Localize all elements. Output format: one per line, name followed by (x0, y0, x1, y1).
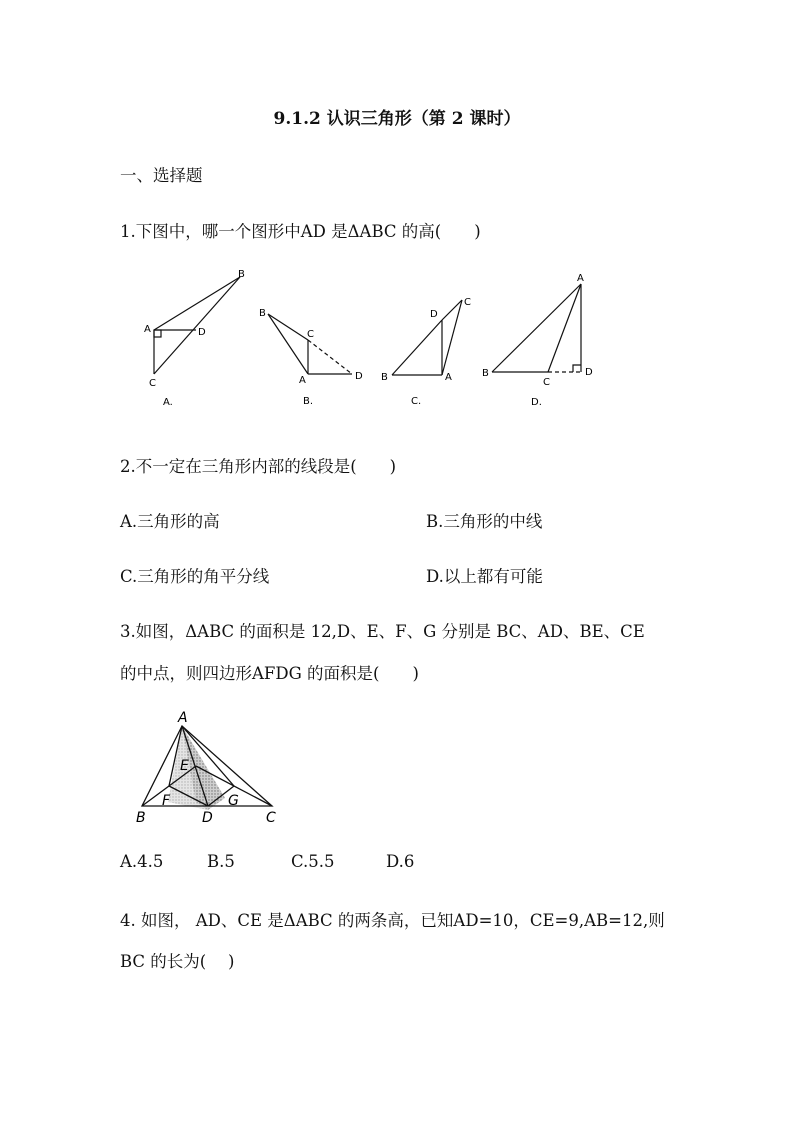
question-3-figure (130, 706, 290, 828)
fig-d-label-c: C (543, 377, 550, 388)
question-3-option-a: A.4.5 (120, 852, 164, 871)
question-4-line-2: BC 的长为( ) (120, 952, 235, 971)
question-2-option-d: D.以上都有可能 (426, 567, 543, 586)
question-3-option-b: B.5 (207, 852, 235, 871)
fig-c-label-a: A (445, 372, 452, 383)
fig-d-label-b: B (482, 368, 489, 379)
fig-c-label-c: C (464, 297, 471, 308)
figure-b (268, 314, 352, 374)
fig-b-label-a: A (299, 375, 306, 386)
section-heading: 一、选择题 (120, 166, 203, 185)
fig-b-label-d: D (355, 371, 363, 382)
q3-label-g: G (228, 793, 239, 809)
fig-c-caption: C. (411, 396, 422, 407)
question-3-option-c: C.5.5 (291, 852, 335, 871)
figure-c (392, 300, 462, 375)
fig-a-label-c: C (149, 378, 156, 389)
question-3-option-d: D.6 (386, 852, 415, 871)
fig-b-caption: B. (303, 396, 314, 407)
question-3-line-2: 的中点，则四边形AFDG 的面积是( ) (120, 664, 419, 683)
q3-label-a: A (178, 710, 188, 726)
figure-d (492, 284, 581, 372)
fig-b-label-b: B (259, 308, 266, 319)
fig-c-label-b: B (381, 372, 388, 383)
question-4-line-1: 4. 如图， AD、CE 是ΔABC 的两条高，已知AD=10，CE=9,AB=12,则 (120, 911, 665, 930)
page-title: 9.1.2 认识三角形（第 2 课时） (273, 109, 521, 129)
q3-label-e: E (180, 758, 189, 774)
q3-label-f: F (162, 793, 171, 809)
figure-a (154, 277, 240, 374)
question-1-text: 1.下图中，哪一个图形中AD 是ΔABC 的高( ) (120, 222, 481, 241)
question-2-option-c: C.三角形的角平分线 (120, 567, 270, 586)
question-2-option-a: A.三角形的高 (120, 512, 220, 531)
fig-b-label-c: C (307, 329, 314, 340)
q3-label-d: D (202, 810, 213, 826)
q3-label-b: B (136, 810, 146, 826)
question-2-text: 2.不一定在三角形内部的线段是( ) (120, 457, 397, 476)
q3-label-c: C (266, 810, 276, 826)
fig-d-label-d: D (585, 367, 593, 378)
fig-a-label-b: B (238, 269, 245, 280)
fig-a-label-a: A (144, 324, 151, 335)
question-2-option-b: B.三角形的中线 (426, 512, 543, 531)
fig-d-label-a: A (577, 273, 584, 284)
question-3-line-1: 3.如图，ΔABC 的面积是 12,D、E、F、G 分别是 BC、AD、BE、CE (120, 622, 645, 641)
fig-c-label-d: D (430, 309, 438, 320)
fig-d-caption: D. (531, 397, 542, 408)
fig-a-caption: A. (163, 397, 173, 408)
question-1-figures (130, 262, 620, 412)
fig-a-label-d: D (198, 327, 206, 338)
